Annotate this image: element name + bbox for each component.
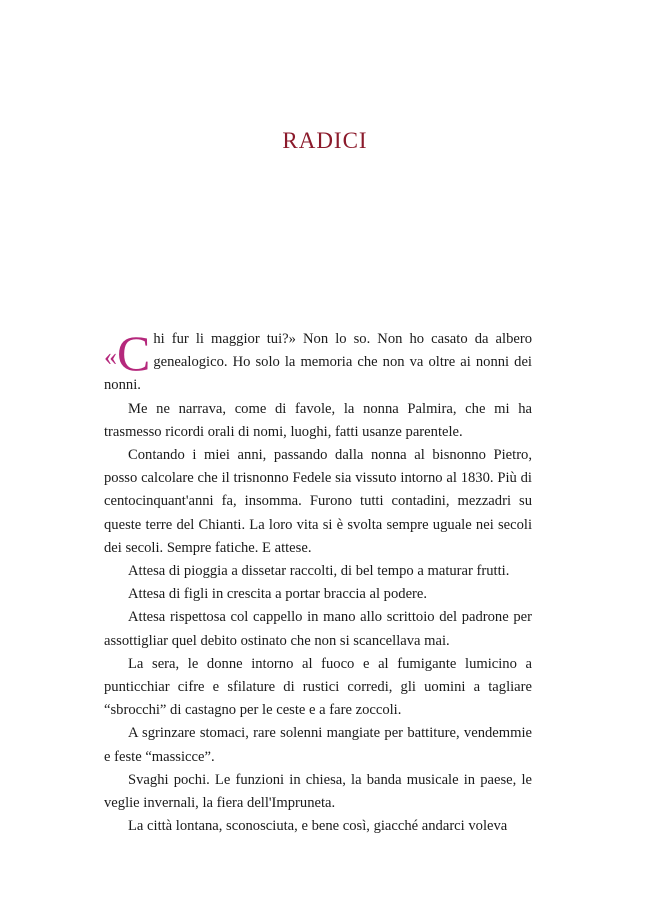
drop-cap <box>104 325 151 381</box>
paragraph-10: La città lontana, sconosciuta, e bene così, giacché andarci voleva <box>128 818 508 835</box>
paragraph-3: Contando i miei anni, passando dalla nonna al bisnonno Pietro, posso calcolare che il trisnonno Fedele sia vissuto intorno al 1830. Più di centocinquant'anni fa, insomma. Furono tutti contadini, mezzadri su queste terre del Chianti. La loro vita si è svolta sempre uguale nei secoli dei secoli. Sempre fatiche. E attese. <box>104 447 532 556</box>
drop-cap-quote: « <box>104 342 117 371</box>
paragraph-9: Svaghi pochi. Le funzioni in chiesa, la banda musicale in paese, le veglie invernali, la fiera dell'Impruneta. <box>104 771 532 812</box>
paragraph-4: Attesa di pioggia a dissetar raccolti, di bel tempo a maturar frutti. <box>128 563 510 580</box>
paragraph-1 <box>104 325 532 398</box>
paragraph-8: A sgrinzare stomaci, rare solenni mangiate per battiture, vendemmie e feste “massicce”. <box>104 725 532 765</box>
paragraph-1-text: hi fur li maggior tui?» Non lo so. Non ho casato da albero genealogico. Ho solo la memoria che non va oltre ai nonni dei nonni. <box>104 331 532 394</box>
paragraph-5: Attesa di figli in crescita a portar braccia al podere. <box>128 586 428 603</box>
drop-cap-letter: C <box>117 325 151 381</box>
paragraph-7: La sera, le donne intorno al fuoco e al fumigante lumicino a punticchiar cifre e sfilature di rustici corredi, gli uomini a tagliare “sbrocchi” di castagno per le ceste e a fare zoccoli. <box>104 655 532 719</box>
chapter-title: RADICI <box>282 128 368 153</box>
paragraph-6: Attesa rispettosa col cappello in mano allo scrittoio del padrone per assottigliar quel debito ostinato che non si scancellava mai. <box>104 609 532 649</box>
paragraph-2: Me ne narrava, come di favole, la nonna Palmira, che mi ha trasmesso ricordi orali di nomi, luoghi, fatti usanze parentele. <box>104 400 532 440</box>
chapter-body <box>104 325 532 838</box>
